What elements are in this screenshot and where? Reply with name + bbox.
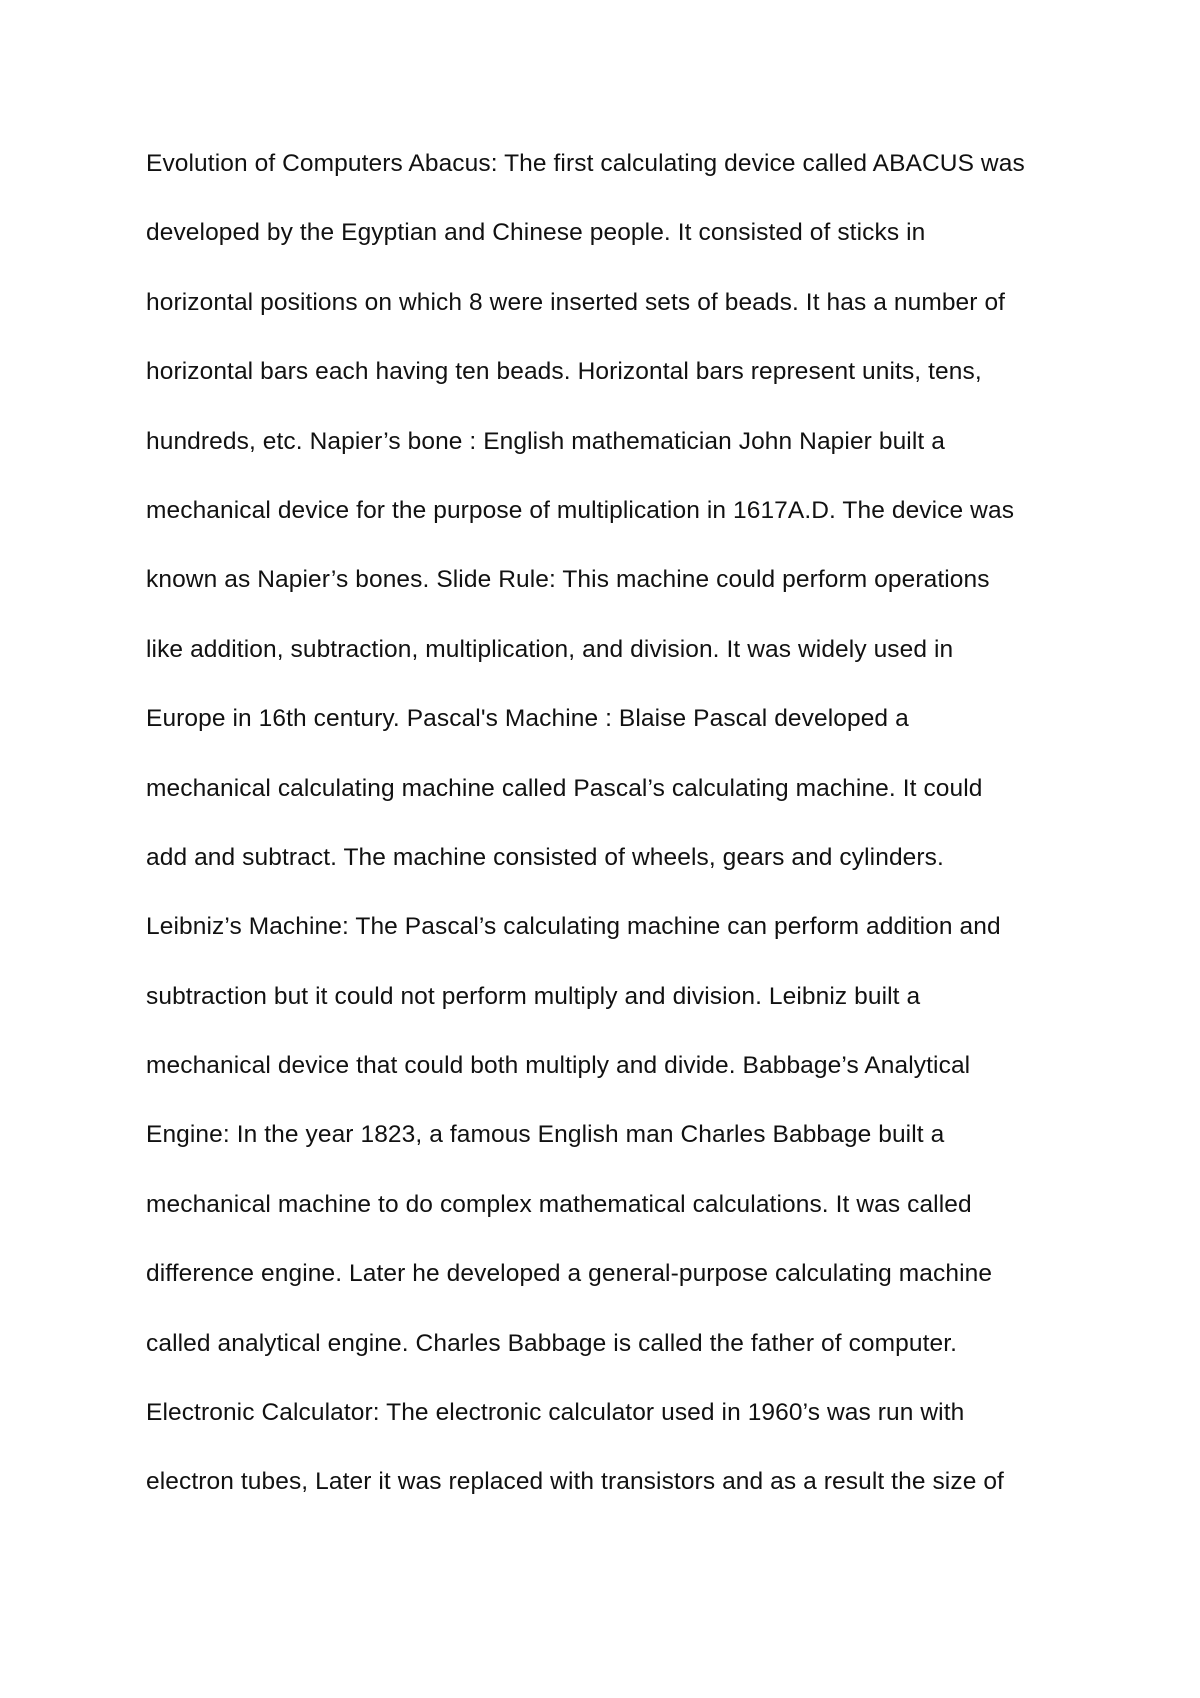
text-line: Engine: In the year 1823, a famous English man Charles Babbage built a — [146, 1121, 945, 1149]
text-line: difference engine. Later he developed a general-purpose calculating machine — [146, 1260, 993, 1288]
text-line: developed by the Egyptian and Chinese people. It consisted of sticks in — [146, 219, 926, 247]
text-line: hundreds, etc. Napier’s bone : English mathematician John Napier built a — [146, 427, 945, 455]
text-line: mechanical device for the purpose of multiplication in 1617A.D. The device was — [146, 496, 1015, 524]
text-line: mechanical machine to do complex mathematical calculations. It was called — [146, 1190, 972, 1218]
text-line: horizontal bars each having ten beads. Horizontal bars represent units, tens, — [146, 358, 982, 386]
text-line: called analytical engine. Charles Babbage is called the father of computer. — [146, 1329, 958, 1357]
body-text — [146, 138, 1106, 1526]
text-line: Electronic Calculator: The electronic calculator used in 1960’s was run with — [146, 1399, 965, 1427]
text-line: mechanical calculating machine called Pascal’s calculating machine. It could — [146, 774, 983, 802]
text-line: add and subtract. The machine consisted of wheels, gears and cylinders. — [146, 843, 944, 871]
text-line: electron tubes, Later it was replaced with transistors and as a result the size of — [146, 1468, 1004, 1496]
text-line: subtraction but it could not perform multiply and division. Leibniz built a — [146, 982, 921, 1010]
text-line: like addition, subtraction, multiplication, and division. It was widely used in — [146, 635, 954, 663]
text-line: mechanical device that could both multiply and divide. Babbage’s Analytical — [146, 1052, 971, 1080]
text-line: Leibniz’s Machine: The Pascal’s calculating machine can perform addition and — [146, 913, 1001, 941]
text-line: known as Napier’s bones. Slide Rule: This machine could perform operations — [146, 566, 990, 594]
text-line: horizontal positions on which 8 were inserted sets of beads. It has a number of — [146, 288, 1006, 316]
text-line: Europe in 16th century. Pascal's Machine : Blaise Pascal developed a — [146, 705, 909, 733]
text-line: Evolution of Computers Abacus: The first calculating device called ABACUS was — [146, 150, 1025, 177]
